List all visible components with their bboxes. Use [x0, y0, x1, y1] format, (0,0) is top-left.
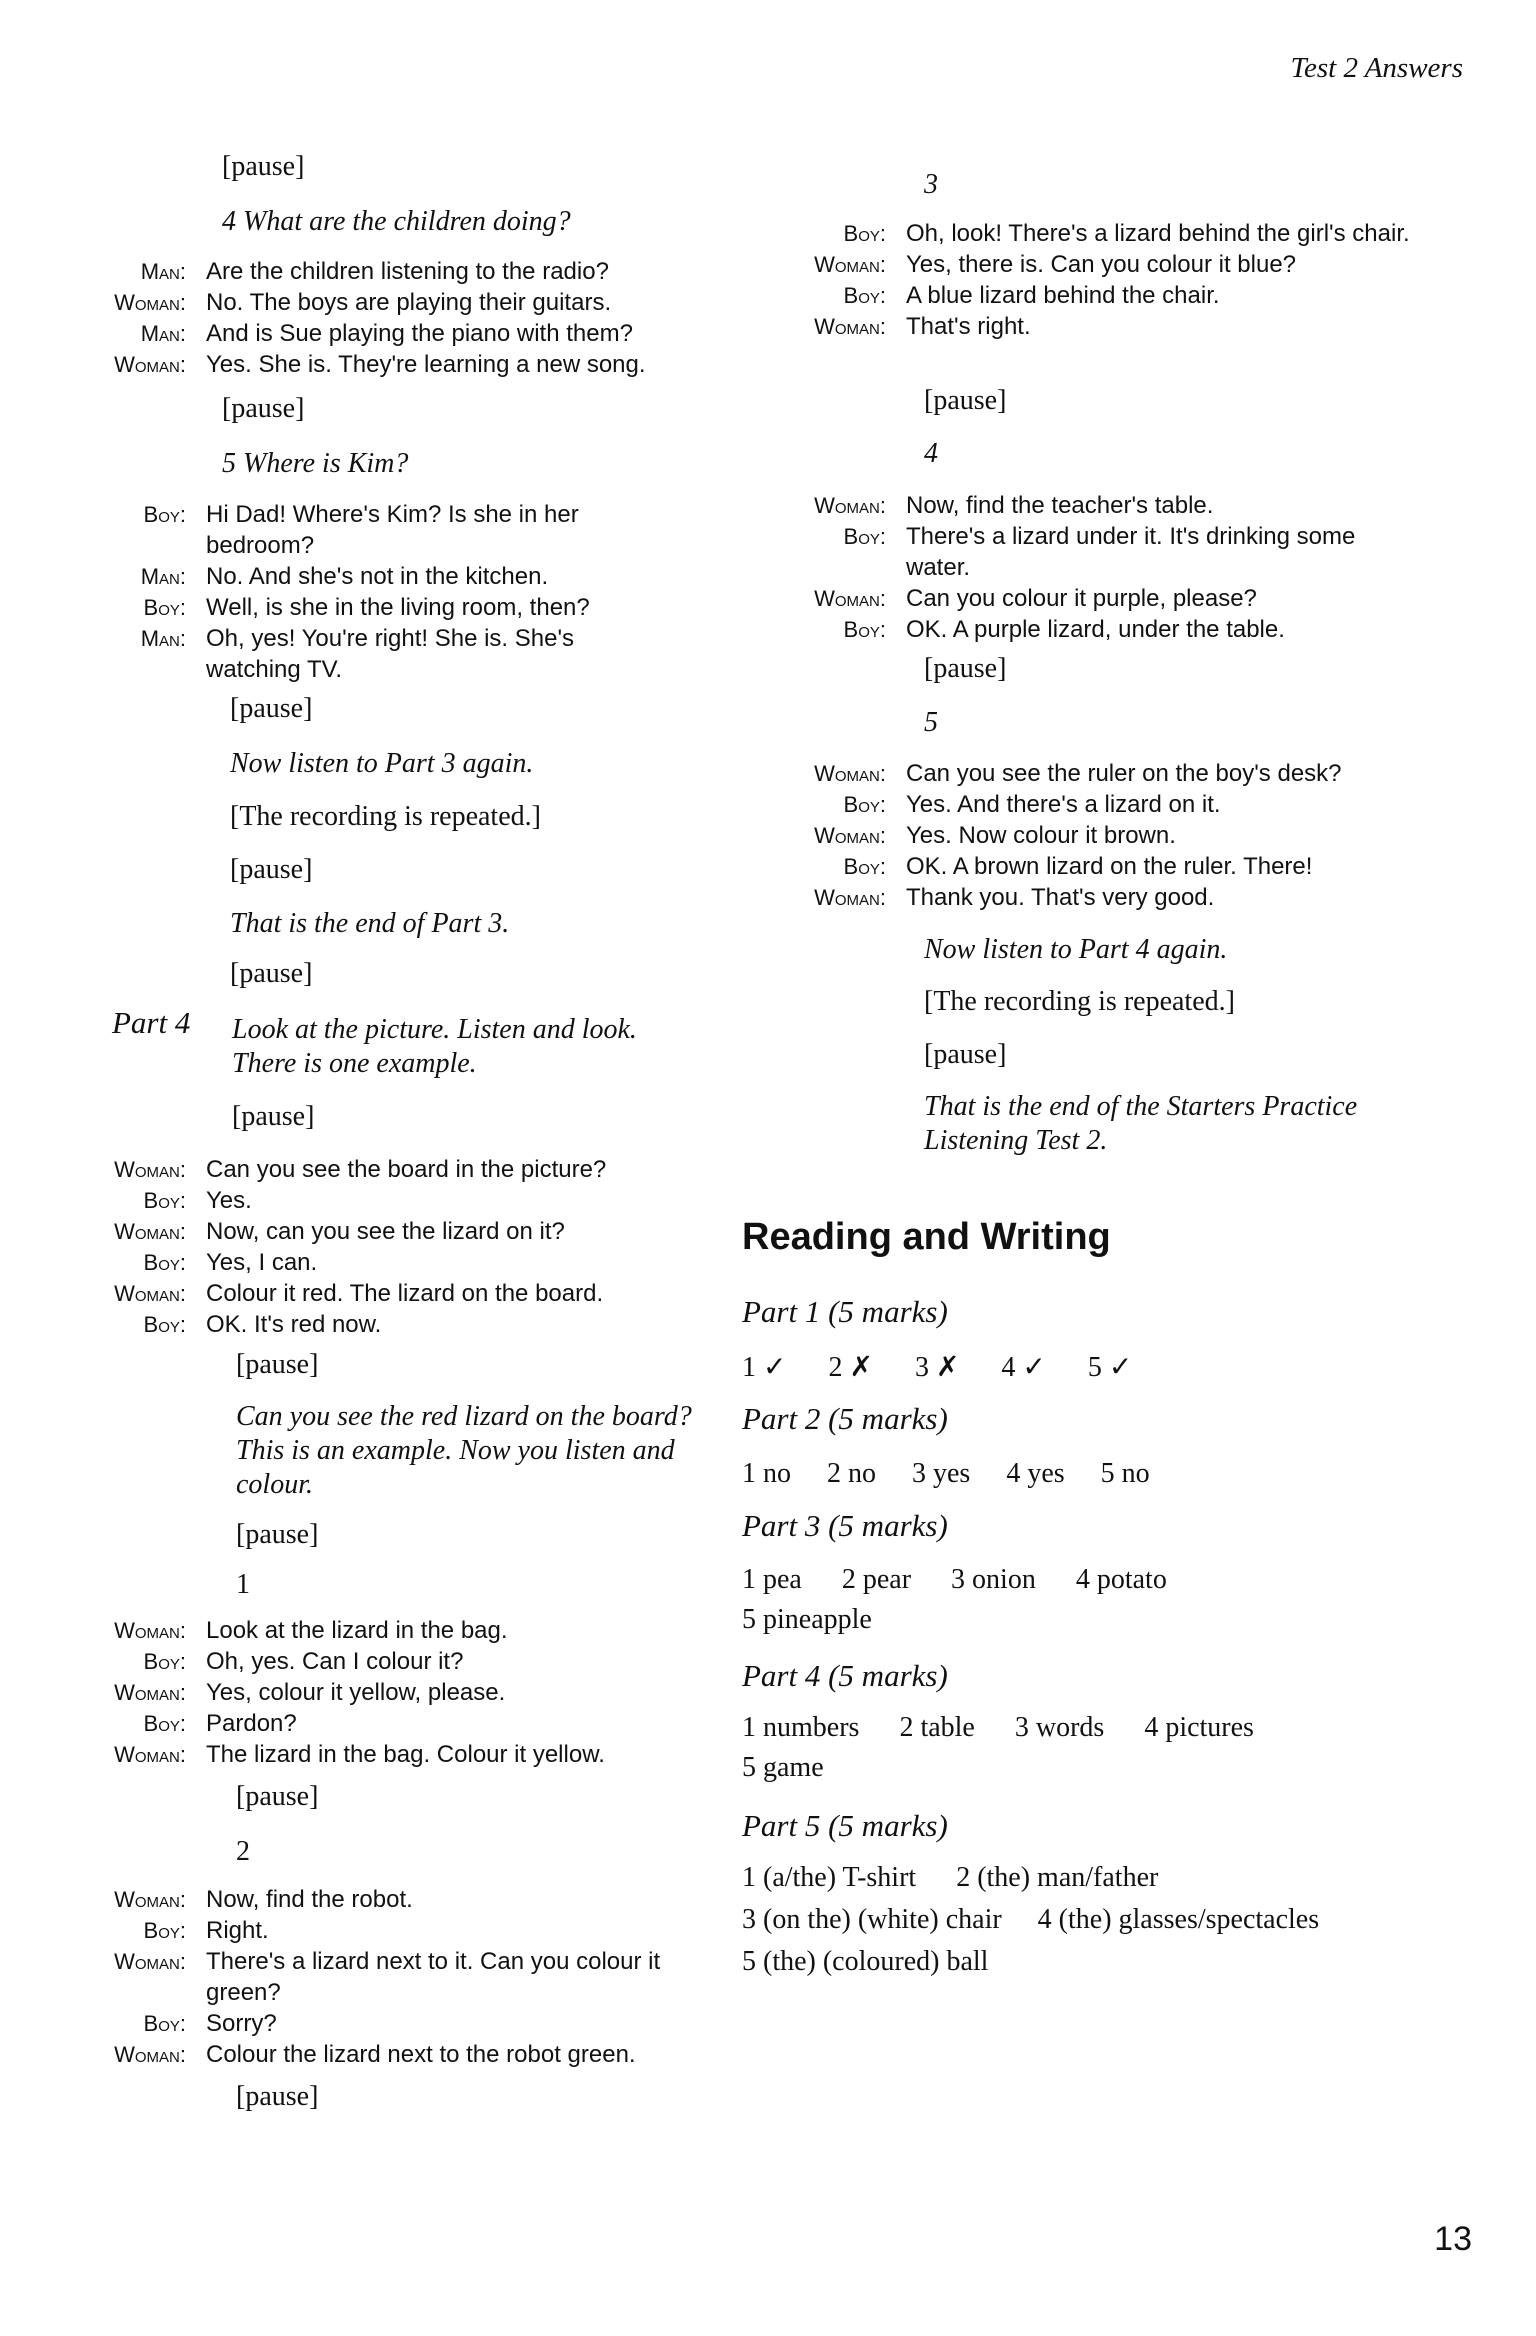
answer-item: 4 (the) glasses/spectacles: [1037, 1904, 1320, 1935]
dialogue-line: [0, 1708, 720, 1739]
spoken-text: There's a lizard next to it. Can you colour it green?: [206, 1948, 661, 2006]
answer-item: 2 (the) man/father: [956, 1862, 1159, 1893]
speaker-label: Boy:: [143, 1312, 186, 1337]
dialogue-line: [0, 1615, 720, 1646]
speaker-label: Boy:: [843, 854, 886, 879]
pause: [pause]: [222, 393, 305, 424]
answer-item: 5 (the) (coloured) ball: [742, 1946, 989, 1977]
speaker-label: Boy:: [143, 1711, 186, 1736]
running-head: Test 2 Answers: [1290, 52, 1463, 84]
item-number: 4: [924, 438, 938, 469]
dialogue-line: [0, 1185, 720, 1216]
spoken-text: Colour it red. The lizard on the board.: [206, 1280, 604, 1307]
pause: [pause]: [230, 693, 313, 724]
speaker-label: Woman:: [114, 1157, 186, 1182]
dialogue-line: [0, 1946, 720, 2008]
speaker-label: Woman:: [114, 1949, 186, 1974]
spoken-text: Yes.: [206, 1187, 252, 1214]
answers-part-3a: [742, 1564, 1167, 1596]
speaker-label: Boy:: [843, 524, 886, 549]
speaker-label: Boy:: [143, 1918, 186, 1943]
speaker-label: Boy:: [143, 2011, 186, 2036]
speaker-label: Woman:: [114, 1680, 186, 1705]
spoken-text: Yes, colour it yellow, please.: [206, 1679, 506, 1706]
pause: [pause]: [230, 958, 313, 989]
spoken-text: Can you colour it purple, please?: [906, 585, 1257, 612]
speaker-label: Woman:: [814, 885, 886, 910]
spoken-text: Hi Dad! Where's Kim? Is she in her bedroom?: [206, 501, 579, 559]
answer-item: 5 pineapple: [742, 1604, 872, 1635]
answer-item: 2 ✗: [828, 1352, 873, 1383]
spoken-text: Now, find the robot.: [206, 1886, 413, 1913]
part-title: Part 3 (5 marks): [742, 1508, 948, 1543]
dialogue-line: [0, 561, 640, 592]
speaker-label: Woman:: [814, 314, 886, 339]
answer-item: 4 potato: [1075, 1564, 1167, 1595]
dialogue-line: [700, 614, 1390, 645]
spoken-text: Yes. And there's a lizard on it.: [906, 791, 1221, 818]
part-title: Part 2 (5 marks): [742, 1401, 948, 1436]
dialogue-q4: [0, 256, 720, 380]
dialogue-4: [700, 490, 1390, 645]
answers-part-5c: [742, 1946, 988, 1978]
answer-item: 2 no: [827, 1458, 876, 1489]
answer-item: 1 ✓: [742, 1352, 787, 1383]
pause: [pause]: [924, 385, 1007, 416]
spoken-text: That's right.: [906, 313, 1031, 340]
spoken-text: OK. A purple lizard, under the table.: [906, 616, 1285, 643]
answer-item: 4 pictures: [1144, 1712, 1254, 1743]
dialogue-line: [700, 280, 1460, 311]
speaker-label: Boy:: [843, 283, 886, 308]
stage-direction: [The recording is repeated.]: [230, 801, 541, 832]
part-title: Part 5 (5 marks): [742, 1808, 948, 1843]
page-number: 13: [1434, 2220, 1472, 2258]
speaker-label: Woman:: [114, 2042, 186, 2067]
speaker-label: Woman:: [814, 761, 886, 786]
dialogue-line: [700, 583, 1390, 614]
spoken-text: A blue lizard behind the chair.: [906, 282, 1220, 309]
spoken-text: Look at the lizard in the bag.: [206, 1617, 508, 1644]
answers-part-1: [742, 1350, 1132, 1384]
answer-item: 4 yes: [1006, 1458, 1065, 1489]
dialogue-line: [700, 882, 1490, 913]
answer-item: 4 ✓: [1001, 1352, 1046, 1383]
dialogue-example: [0, 1154, 720, 1340]
item-number: 1: [236, 1569, 250, 1600]
spoken-text: Oh, look! There's a lizard behind the girl's chair.: [906, 220, 1410, 247]
spoken-text: Thank you. That's very good.: [906, 884, 1215, 911]
item-number: 3: [924, 169, 938, 200]
dialogue-line: [0, 2008, 720, 2039]
dialogue-line: [0, 499, 640, 561]
speaker-label: Woman:: [814, 823, 886, 848]
speaker-label: Woman:: [114, 352, 186, 377]
pause: [pause]: [924, 653, 1007, 684]
dialogue-5: [700, 758, 1490, 913]
dialogue-line: [700, 311, 1460, 342]
dialogue-line: [700, 851, 1490, 882]
pause: [pause]: [236, 1519, 319, 1550]
dialogue-line: [700, 758, 1490, 789]
dialogue-2: [0, 1884, 720, 2070]
spoken-text: Are the children listening to the radio?: [206, 258, 609, 285]
spoken-text: Yes. Now colour it brown.: [906, 822, 1176, 849]
spoken-text: Oh, yes. Can I colour it?: [206, 1648, 464, 1675]
answer-item: 1 pea: [742, 1564, 802, 1595]
answer-item: 5 ✓: [1087, 1352, 1133, 1383]
pause: [pause]: [236, 1349, 319, 1380]
spoken-text: Yes. She is. They're learning a new song.: [206, 351, 646, 378]
speaker-label: Woman:: [814, 586, 886, 611]
dialogue-line: [0, 1309, 720, 1340]
spoken-text: The lizard in the bag. Colour it yellow.: [206, 1741, 605, 1768]
answer-item: 2 pear: [841, 1564, 912, 1595]
answers-part-4b: [742, 1752, 824, 1784]
speaker-label: Boy:: [143, 1649, 186, 1674]
instruction: Now listen to Part 4 again.: [924, 934, 1228, 965]
answers-part-5b: [742, 1904, 1319, 1936]
dialogue-line: [0, 1646, 720, 1677]
dialogue-line: [0, 287, 720, 318]
answer-item: 5 no: [1100, 1458, 1150, 1489]
spoken-text: Yes, there is. Can you colour it blue?: [906, 251, 1297, 278]
instruction: That is the end of Part 3.: [230, 908, 510, 939]
spoken-text: Right.: [206, 1917, 269, 1944]
spoken-text: No. The boys are playing their guitars.: [206, 289, 612, 316]
pause: [pause]: [230, 854, 313, 885]
spoken-text: OK. It's red now.: [206, 1311, 382, 1338]
answer-item: 2 table: [899, 1712, 975, 1743]
answer-item: 3 words: [1014, 1712, 1105, 1743]
dialogue-3: [700, 218, 1460, 342]
speaker-label: Woman:: [114, 1219, 186, 1244]
part-4-intro: Look at the picture. Listen and look. There is one example.: [232, 1014, 637, 1079]
item-number: 2: [236, 1836, 250, 1867]
part-title: Part 4 (5 marks): [742, 1658, 948, 1693]
pause: [pause]: [222, 151, 305, 182]
dialogue-line: [0, 1278, 720, 1309]
speaker-label: Boy:: [143, 502, 186, 527]
spoken-text: Colour the lizard next to the robot green.: [206, 2041, 636, 2068]
speaker-label: Woman:: [814, 493, 886, 518]
answer-item: 1 numbers: [742, 1712, 860, 1743]
speaker-label: Boy:: [843, 617, 886, 642]
pause: [pause]: [236, 1781, 319, 1812]
dialogue-line: [700, 218, 1460, 249]
answer-item: 3 onion: [951, 1564, 1036, 1595]
dialogue-line: [0, 592, 640, 623]
dialogue-line: [0, 256, 720, 287]
speaker-label: Boy:: [843, 221, 886, 246]
dialogue-line: [0, 349, 720, 380]
speaker-label: Woman:: [814, 252, 886, 277]
dialogue-line: [700, 521, 1390, 583]
spoken-text: And is Sue playing the piano with them?: [206, 320, 633, 347]
part-4-label: Part 4: [112, 1005, 191, 1040]
dialogue-line: [700, 249, 1460, 280]
answer-item: 3 yes: [912, 1458, 971, 1489]
answer-item: 5 game: [742, 1752, 824, 1783]
answers-part-4a: [742, 1712, 1254, 1744]
answer-item: 1 no: [742, 1458, 791, 1489]
dialogue-1: [0, 1615, 720, 1770]
speaker-label: Woman:: [114, 1742, 186, 1767]
part-title: Part 1 (5 marks): [742, 1294, 948, 1329]
dialogue-line: [0, 1216, 720, 1247]
answers-part-3b: [742, 1604, 872, 1636]
spoken-text: No. And she's not in the kitchen.: [206, 563, 549, 590]
spoken-text: Now, can you see the lizard on it?: [206, 1218, 565, 1245]
dialogue-line: [0, 1884, 720, 1915]
dialogue-line: [700, 490, 1390, 521]
pause: [pause]: [236, 2081, 319, 2112]
answers-part-5a: [742, 1862, 1158, 1894]
question-title: 5 Where is Kim?: [222, 448, 409, 479]
speaker-label: Woman:: [114, 1281, 186, 1306]
pause: [pause]: [232, 1101, 315, 1132]
dialogue-line: [700, 789, 1490, 820]
dialogue-q5: [0, 499, 640, 685]
item-number: 5: [924, 707, 938, 738]
speaker-label: Boy:: [143, 595, 186, 620]
answer-item: 3 ✗: [914, 1352, 960, 1383]
speaker-label: Woman:: [114, 1618, 186, 1643]
spoken-text: Now, find the teacher's table.: [906, 492, 1214, 519]
spoken-text: There's a lizard under it. It's drinking some water.: [906, 523, 1356, 581]
answer-item: 3 (on the) (white) chair: [742, 1904, 1002, 1935]
dialogue-line: [0, 623, 640, 685]
answers-part-2: [742, 1458, 1150, 1490]
spoken-text: Oh, yes! You're right! She is. She's watching TV.: [206, 625, 575, 683]
speaker-label: Man:: [140, 564, 186, 589]
spoken-text: Can you see the ruler on the boy's desk?: [906, 760, 1342, 787]
speaker-label: Man:: [140, 626, 186, 651]
instruction: That is the end of the Starters Practice Listening Test 2.: [924, 1091, 1358, 1156]
dialogue-line: [0, 318, 720, 349]
spoken-text: Well, is she in the living room, then?: [206, 594, 590, 621]
dialogue-line: [0, 2039, 720, 2070]
spoken-text: Sorry?: [206, 2010, 277, 2037]
spoken-text: OK. A brown lizard on the ruler. There!: [906, 853, 1313, 880]
speaker-label: Man:: [140, 321, 186, 346]
speaker-label: Boy:: [143, 1250, 186, 1275]
example-note: Can you see the red lizard on the board? This is an example. Now you listen and colour.: [236, 1401, 692, 1500]
dialogue-line: [0, 1739, 720, 1770]
dialogue-line: [0, 1915, 720, 1946]
spoken-text: Can you see the board in the picture?: [206, 1156, 607, 1183]
reading-writing-heading: Reading and Writing: [742, 1216, 1111, 1258]
instruction: Now listen to Part 3 again.: [230, 748, 534, 779]
speaker-label: Man:: [140, 259, 186, 284]
spoken-text: Pardon?: [206, 1710, 297, 1737]
pause: [pause]: [924, 1039, 1007, 1070]
question-title: 4 What are the children doing?: [222, 206, 571, 237]
speaker-label: Boy:: [843, 792, 886, 817]
dialogue-line: [700, 820, 1490, 851]
speaker-label: Boy:: [143, 1188, 186, 1213]
dialogue-line: [0, 1247, 720, 1278]
dialogue-line: [0, 1677, 720, 1708]
answer-item: 1 (a/the) T-shirt: [742, 1862, 917, 1893]
speaker-label: Woman:: [114, 290, 186, 315]
speaker-label: Woman:: [114, 1887, 186, 1912]
stage-direction: [The recording is repeated.]: [924, 986, 1235, 1017]
dialogue-line: [0, 1154, 720, 1185]
spoken-text: Yes, I can.: [206, 1249, 318, 1276]
